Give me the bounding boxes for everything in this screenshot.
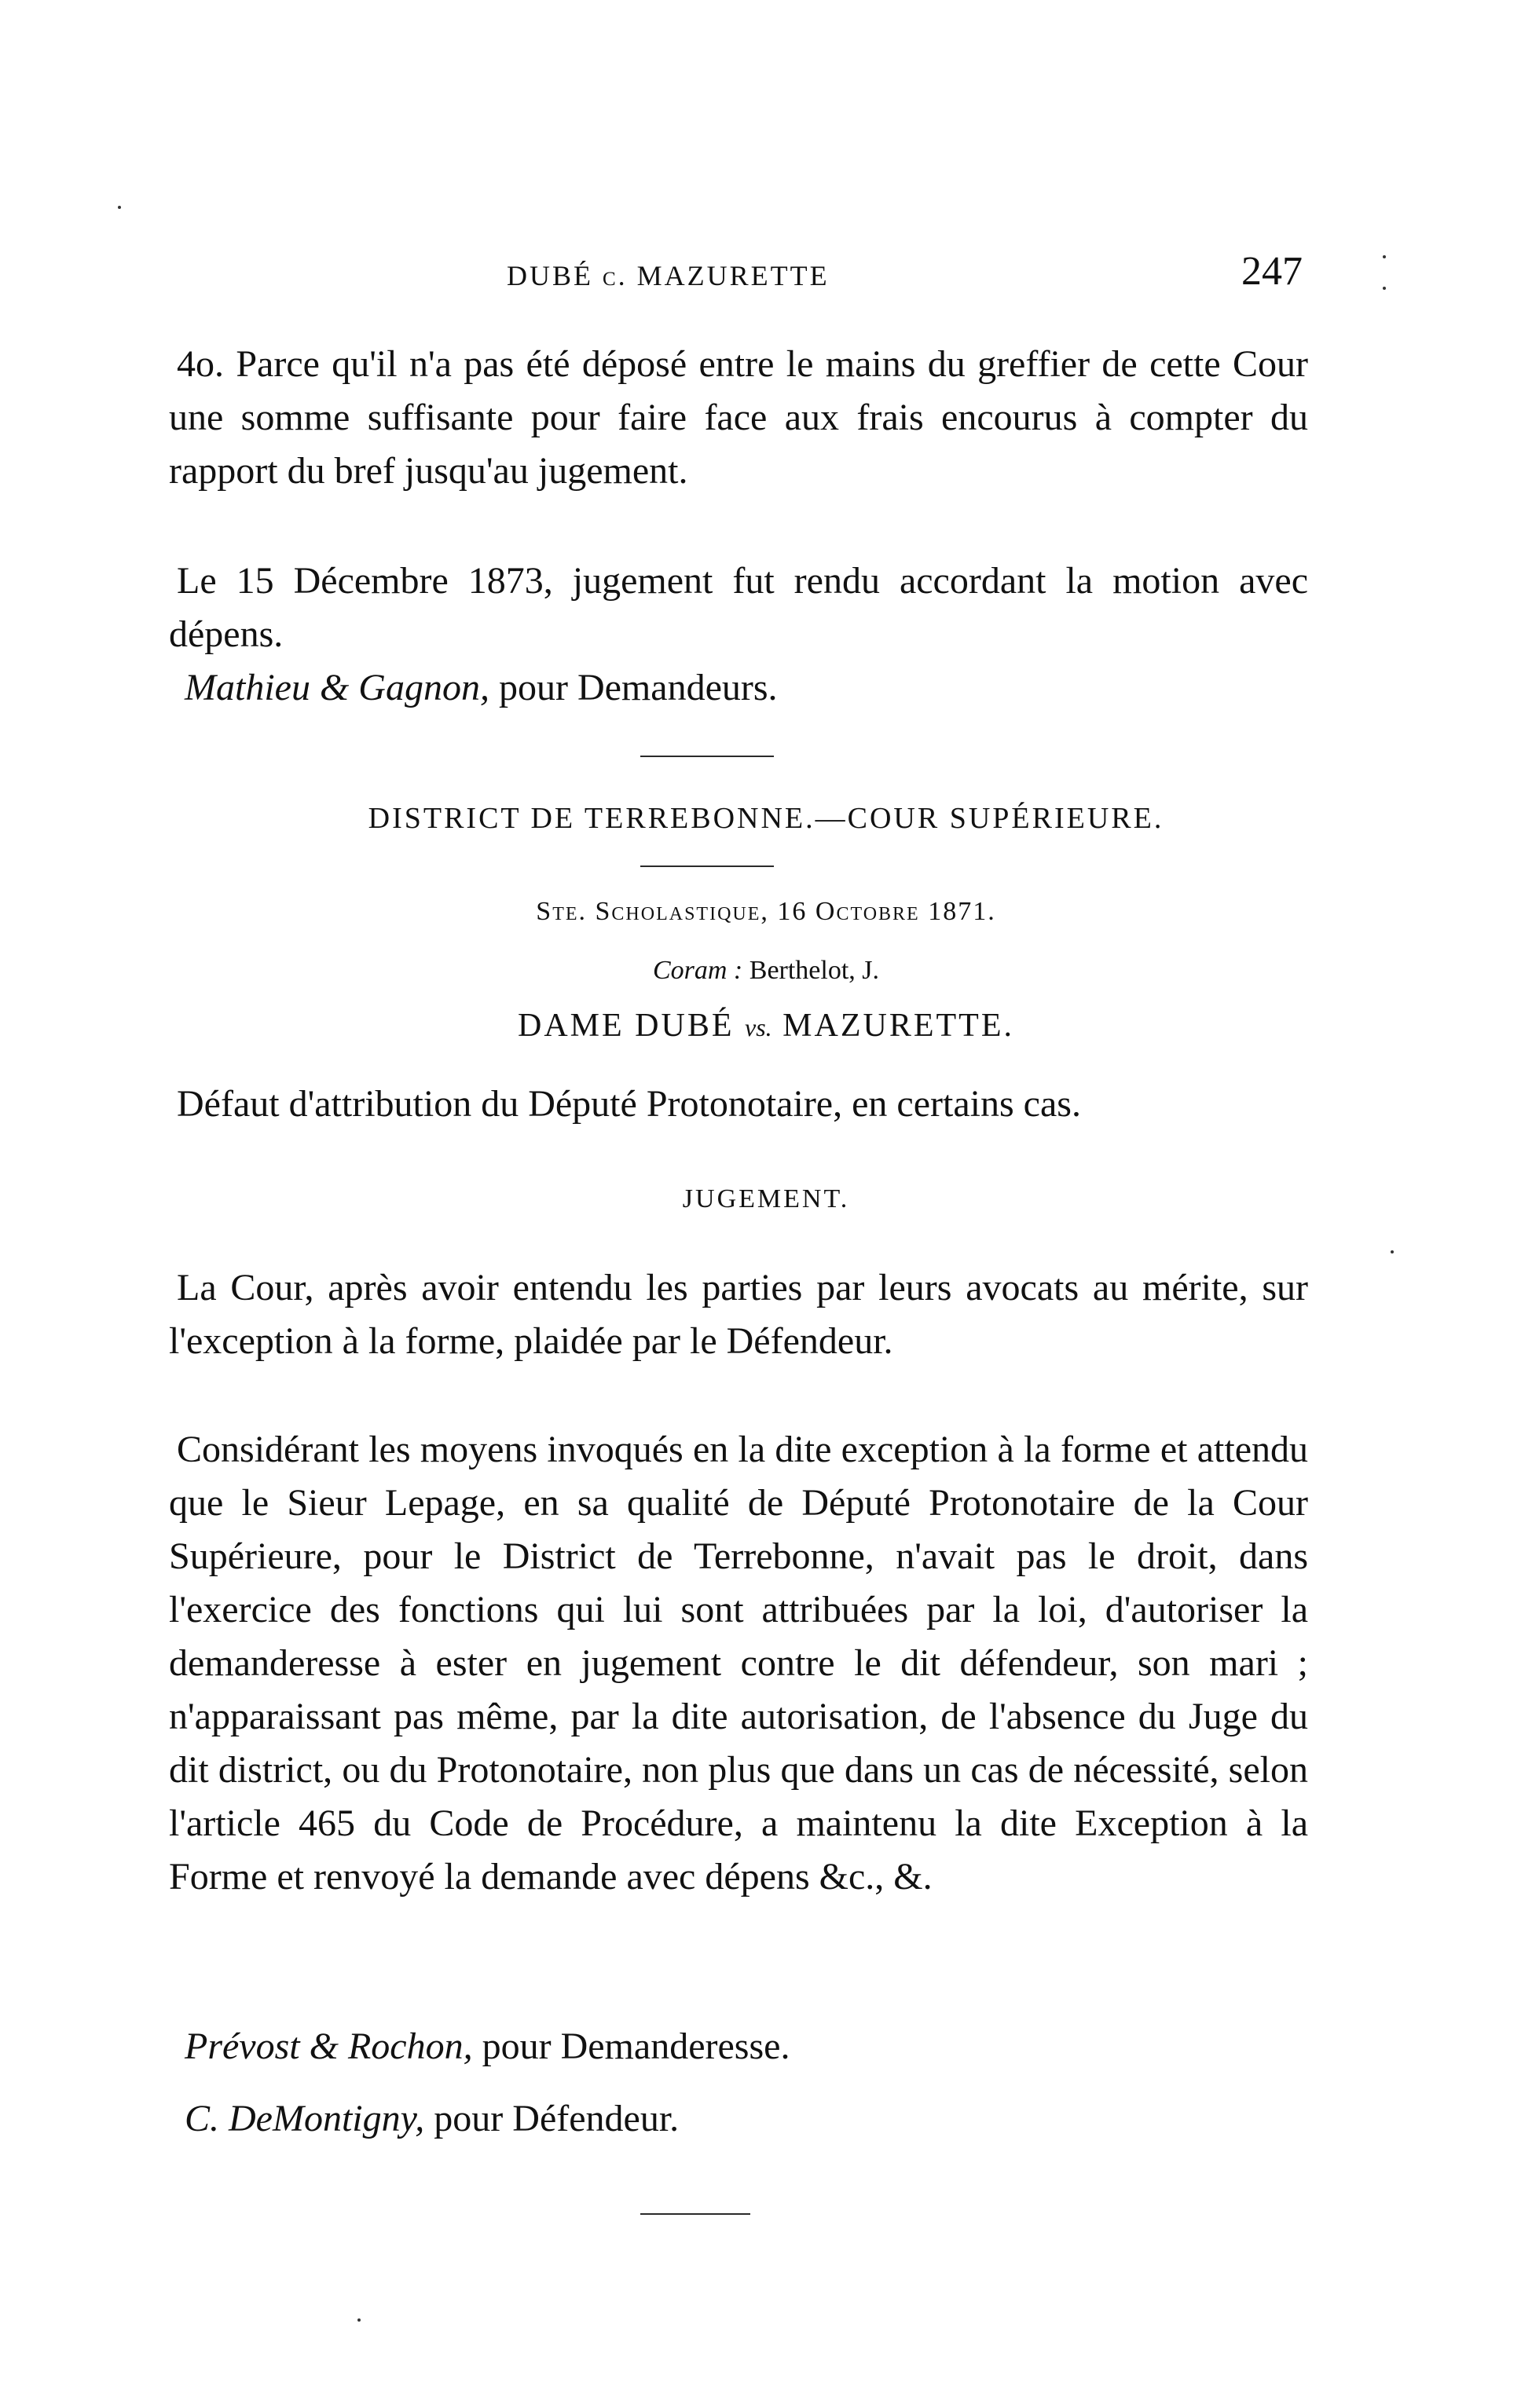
motion-paragraph: 4o. Parce qu'il n'a pas été déposé entre le mains du greffier de cette Cour une somme suffisante pour faire face aux frais encourus à compter du rapport du bref jusqu'au jugement.: [169, 343, 1308, 492]
margin-speck: [1383, 255, 1386, 258]
first-signature: [185, 661, 778, 715]
final-signature-names: C. DeMontigny,: [185, 2098, 425, 2139]
case-title-plaintiff: DAME DUBÉ: [518, 1008, 746, 1044]
final-signature-role: pour Demanderesse.: [472, 2026, 790, 2067]
headnote: Défaut d'attribution du Député Protonotaire, en certains cas.: [177, 1083, 1081, 1125]
first-signature-names: Mathieu & Gagnon,: [185, 667, 489, 708]
motion-paragraph: Le 15 Décembre 1873, jugement fut rendu accordant la motion avec dépens.: [169, 560, 1308, 655]
page-number: 247: [1241, 249, 1303, 294]
final-signature-role: pour Défendeur.: [424, 2098, 680, 2139]
place-date: Ste. Scholastique, 16 Octobre 1871.: [536, 897, 996, 926]
margin-speck: [357, 2318, 361, 2322]
margin-speck: [1391, 1250, 1394, 1253]
final-signature-names: Prévost & Rochon,: [185, 2026, 473, 2067]
coram-label: Coram :: [652, 956, 743, 985]
district-heading: DISTRICT DE TERREBONNE.—COUR SUPÉRIEURE.: [368, 802, 1164, 835]
case-title-defendant: MAZURETTE.: [771, 1008, 1014, 1044]
margin-speck: [1383, 287, 1386, 290]
section-rule: [640, 2213, 750, 2215]
judgment-heading: JUGEMENT.: [682, 1184, 850, 1213]
coram-judge: Berthelot, J.: [742, 956, 880, 985]
first-signature-role: pour Demandeurs.: [489, 667, 778, 708]
final-signature: [185, 2092, 679, 2146]
judgment-paragraph: La Cour, après avoir entendu les parties par leurs avocats au mérite, sur l'exception à la forme, plaidée par le Défendeur.: [169, 1267, 1308, 1362]
case-title: [137, 1007, 1395, 1045]
case-title-vs: vs.: [745, 1013, 772, 1041]
section-rule: [640, 756, 774, 757]
final-signature: [185, 2020, 790, 2073]
coram-line: [137, 956, 1395, 986]
running-head: DUBÉ c. MAZURETTE: [507, 260, 830, 291]
section-rule: [640, 865, 774, 867]
margin-speck: [118, 206, 121, 209]
judgment-paragraph: Considérant les moyens invoqués en la dite exception à la forme et attendu que le Sieur Lepage, en sa qualité de Député Protonotaire de la Cour Supérieure, pour le District de Terrebonne, n'avait pas le droit, dans l'exercice des fonctions qui lui sont attribuées par la loi, d'autoriser la demanderesse à ester en jugement contre le dit défendeur, son mari ; n'apparaissant pas même, par la dite autorisation, de l'absence du Juge du dit district, ou du Protonotaire, non plus que dans un cas de nécessité, selon l'article 465 du Code de Procédure, a maintenu la dite Exception à la Forme et renvoyé la demande avec dépens &c., &.: [169, 1429, 1308, 1897]
